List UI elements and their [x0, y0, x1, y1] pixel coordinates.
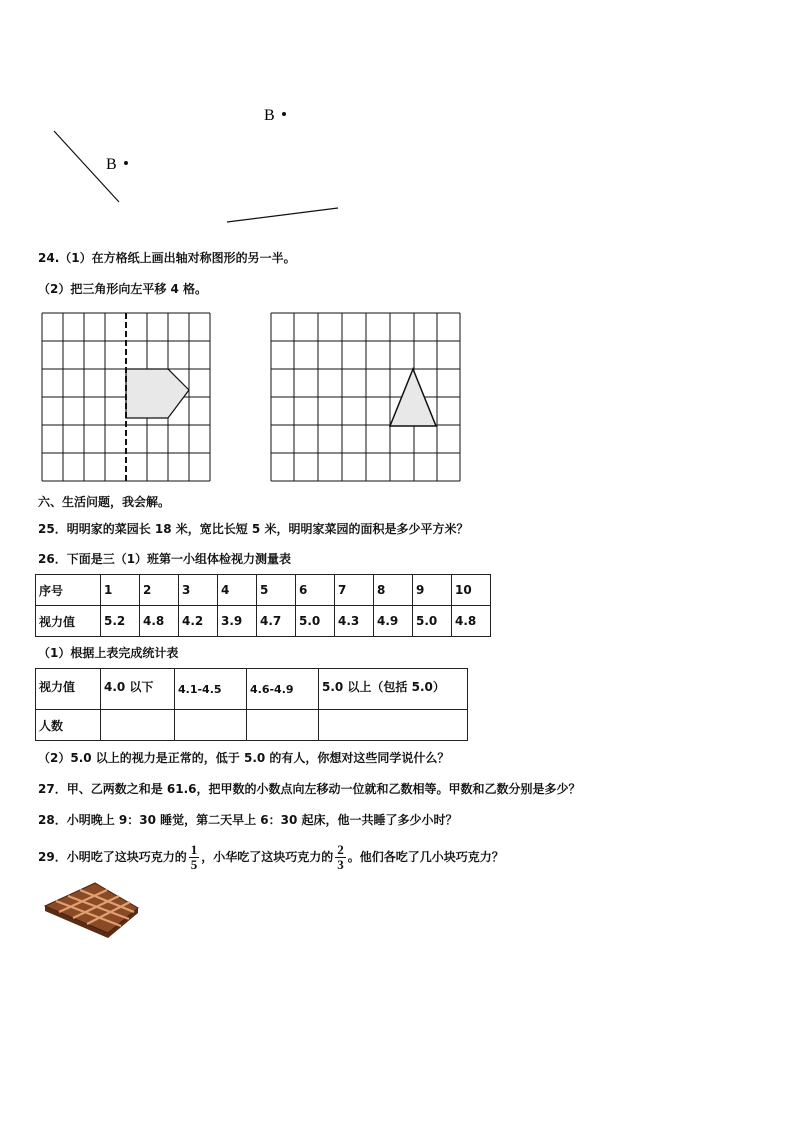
point-b-upper-label: B — [264, 107, 275, 124]
table-cell-header: 人数 — [36, 710, 101, 741]
table-cell-empty[interactable] — [101, 710, 175, 741]
table-cell-empty[interactable] — [319, 710, 468, 741]
chocolate-bar-image — [40, 880, 144, 938]
fraction-one-fifth — [189, 843, 200, 872]
grid-lines — [271, 313, 460, 481]
q24-part2: （2）把三角形向左平移 4 格。 — [38, 282, 208, 296]
table-cell-header: 5.0 以上（包括 5.0） — [319, 669, 468, 710]
table-cell: 2 — [140, 575, 179, 606]
point-b-lower-dot — [124, 161, 128, 165]
q28-text: 28．小明晚上 9：30 睡觉，第二天早上 6：30 起床，他一共睡了多少小时？ — [38, 813, 458, 827]
fraction-two-thirds — [335, 843, 346, 872]
top-figure — [0, 95, 794, 235]
horizontal-segment — [227, 208, 338, 222]
table-cell-header: 序号 — [36, 575, 101, 606]
table-cell-header: 视力值 — [36, 606, 101, 637]
table-cell: 6 — [296, 575, 335, 606]
fraction-denominator: 5 — [190, 857, 198, 872]
table-cell-empty[interactable] — [247, 710, 319, 741]
fraction-denominator: 3 — [337, 857, 344, 872]
table-cell-header: 视力值 — [36, 669, 101, 710]
table-cell: 7 — [335, 575, 374, 606]
q26-part1: （1）根据上表完成统计表 — [38, 646, 179, 660]
table-cell: 5 — [257, 575, 296, 606]
point-b-lower-label: B — [106, 156, 117, 173]
table-row — [36, 606, 491, 637]
table-cell: 4.8 — [452, 606, 491, 637]
table-cell: 9 — [413, 575, 452, 606]
q29-text-c: 。他们各吃了几小块巧克力？ — [347, 850, 504, 864]
grid-symmetry — [41, 312, 214, 482]
table-row — [36, 575, 491, 606]
table-cell: 4.9 — [374, 606, 413, 637]
half-pentagon-shape — [126, 369, 189, 418]
q29-text-a: 29．小明吃了这块巧克力的 — [38, 850, 187, 864]
table-cell: 8 — [374, 575, 413, 606]
fraction-numerator: 1 — [190, 842, 198, 857]
table-cell-header: 4.1-4.5 — [175, 669, 247, 710]
table-cell: 1 — [101, 575, 140, 606]
table-cell: 4.3 — [335, 606, 374, 637]
q26-text: 26．下面是三（1）班第一小组体检视力测量表 — [38, 552, 292, 566]
table-cell: 3 — [179, 575, 218, 606]
table-cell: 4.2 — [179, 606, 218, 637]
table-row — [36, 710, 468, 741]
q25-text: 25．明明家的菜园长 18 米，宽比长短 5 米，明明家菜园的面积是多少平方米？ — [38, 522, 469, 536]
table-cell: 3.9 — [218, 606, 257, 637]
q29-text-b: ，小华吃了这块巧克力的 — [201, 850, 334, 864]
table-cell: 10 — [452, 575, 491, 606]
q27-text: 27．甲、乙两数之和是 61.6，把甲数的小数点向左移动一位就和乙数相等。甲数和乙数分别是多少？ — [38, 782, 581, 796]
table-cell-header: 4.6-4.9 — [247, 669, 319, 710]
table-cell-empty[interactable] — [175, 710, 247, 741]
stats-table — [35, 668, 468, 741]
grid-translation — [270, 312, 463, 482]
table-cell: 5.0 — [413, 606, 452, 637]
table-cell: 4 — [218, 575, 257, 606]
table-cell: 5.2 — [101, 606, 140, 637]
vision-table — [35, 574, 491, 637]
table-cell: 4.7 — [257, 606, 296, 637]
point-b-upper-dot — [282, 112, 286, 116]
table-row — [36, 669, 468, 710]
q24-part1: 24.（1）在方格纸上画出轴对称图形的另一半。 — [38, 251, 296, 265]
table-cell: 5.0 — [296, 606, 335, 637]
table-cell-header: 4.0 以下 — [101, 669, 175, 710]
fraction-numerator: 2 — [337, 842, 344, 857]
q26-part2: （2）5.0 以上的视力是正常的，低于 5.0 的有人，你想对这些同学说什么？ — [38, 751, 450, 765]
q29-text — [38, 840, 504, 874]
section-6-title: 六、生活问题，我会解。 — [38, 495, 171, 509]
table-cell: 4.8 — [140, 606, 179, 637]
